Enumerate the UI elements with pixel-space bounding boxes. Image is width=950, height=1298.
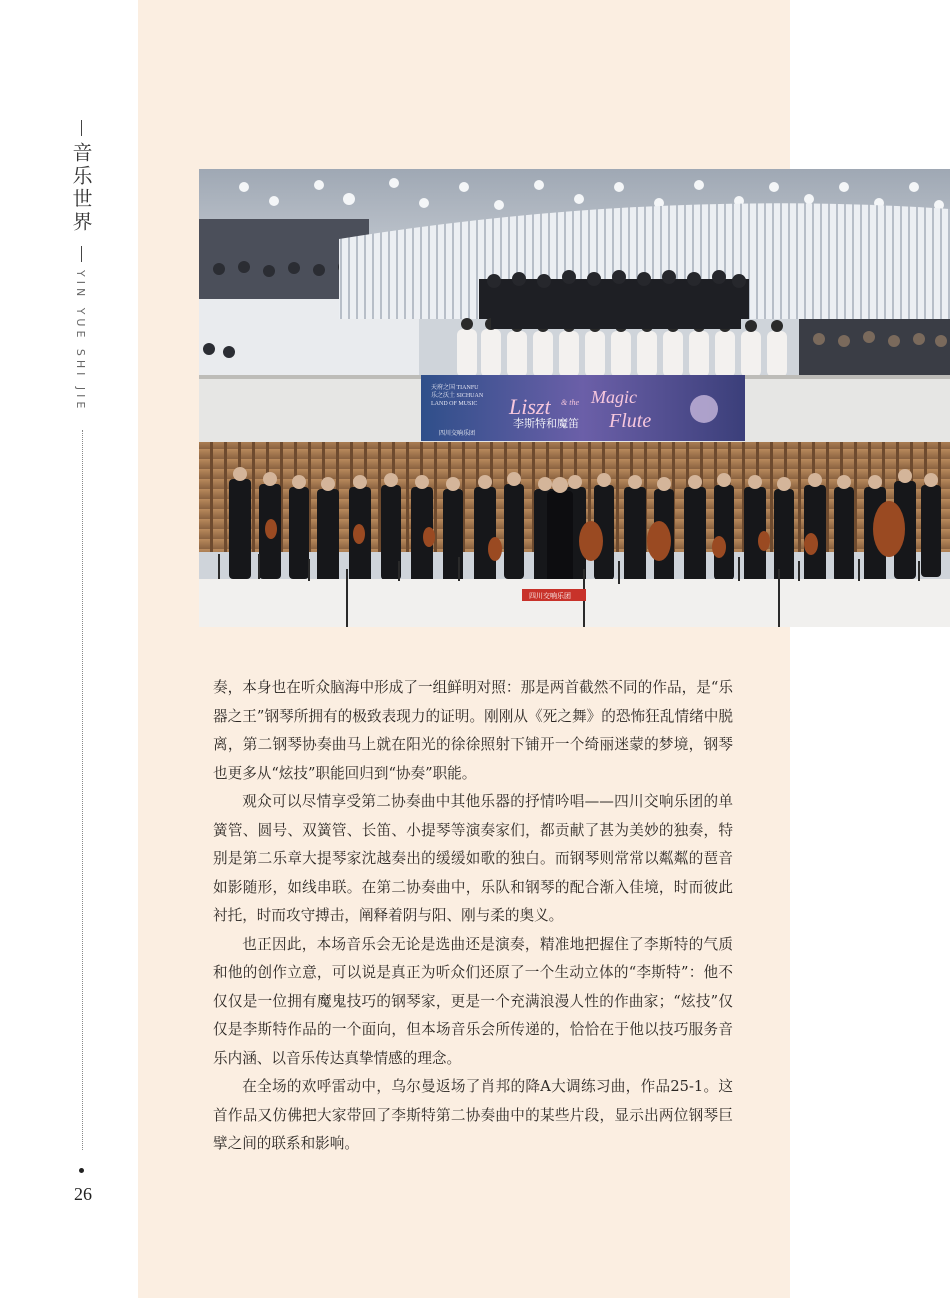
paragraph: 也正因此，本场音乐会无论是选曲还是演奏，精准地把握住了李斯特的气质和他的创作立意，可以说是真正为听众们还原了一个生动立体的“李斯特”：他不仅仅是一位拥有魔鬼技巧的钢琴家，更是一个充满浪漫人性的作曲家；“炫技”仅仅是李斯特作品的一个面向，但本场音乐会所传递的，恰恰在于他以技巧服务音乐内涵、以音乐传达真挚情感的理念。: [213, 935, 733, 1067]
podium-text: 四川交响乐团: [529, 592, 571, 600]
banner-title-and: & the: [561, 398, 579, 407]
divider: [81, 246, 82, 262]
right-balcony: [799, 319, 950, 379]
concert-photo: [199, 169, 950, 627]
banner-title-cn: 李斯特和魔笛: [513, 418, 579, 430]
divider: [81, 120, 82, 136]
page-number: 26: [74, 1184, 92, 1204]
banner-small-line-3: LAND OF MUSIC: [431, 401, 478, 407]
banner-small-line-2: 乐之沃土 SICHUAN: [431, 393, 484, 399]
magazine-title-en: YIN YUE SHI JIE: [74, 270, 87, 413]
concert-banner: [421, 375, 745, 441]
dotted-rule: [82, 430, 83, 1150]
banner-small-line-1: 天府之国 TIANFU: [431, 385, 479, 391]
banner-logo-text: 四川交响乐团: [439, 431, 476, 437]
magazine-title-cn: 音乐世界: [69, 142, 93, 234]
concert-hall-illustration: [199, 169, 950, 627]
banner-title-liszt: Liszt: [509, 394, 551, 419]
paragraph: 观众可以尽情享受第二协奏曲中其他乐器的抒情吟唱——四川交响乐团的单簧管、圆号、双簧管、长笛、小提琴等演奏家们，都贡献了甚为美妙的独奏，特别是第二乐章大提琴家沈越奏出的缓缓如歌的独白。而钢琴则常常以粼粼的琶音如影随形，如线串联。在第二协奏曲中，乐队和钢琴的配合渐入佳境，时而彼此衬托，时而攻守搏击，阐释着阴与阳、刚与柔的奥义。: [213, 793, 733, 924]
article-body: [213, 674, 733, 1159]
stage-floor: [199, 579, 950, 627]
paragraph: 在全场的欢呼雷动中，乌尔曼返场了肖邦的降A大调练习曲，作品25-1。这首作品又仿佛把大家带回了李斯特第二协奏曲中的某些片段，显示出两位钢琴巨擘之间的联系和影响。: [213, 1078, 733, 1152]
paragraph: 奏，本身也在听众脑海中形成了一组鲜明对照：那是两首截然不同的作品，是“乐器之王”钢琴所拥有的极致表现力的证明。刚刚从《死之舞》的恐怖狂乱情绪中脱离，第二钢琴协奏曲马上就在阳光的徐徐照射下铺开一个绮丽迷蒙的梦境，钢琴也更多从“炫技”职能回归到“协奏”职能。: [213, 679, 733, 782]
choir: [457, 270, 787, 377]
magazine-sidebar: [60, 120, 110, 1230]
banner-title-flute: Flute: [609, 410, 652, 432]
bullet-dot: [79, 1168, 84, 1173]
banner-title-magic: Magic: [591, 387, 637, 407]
